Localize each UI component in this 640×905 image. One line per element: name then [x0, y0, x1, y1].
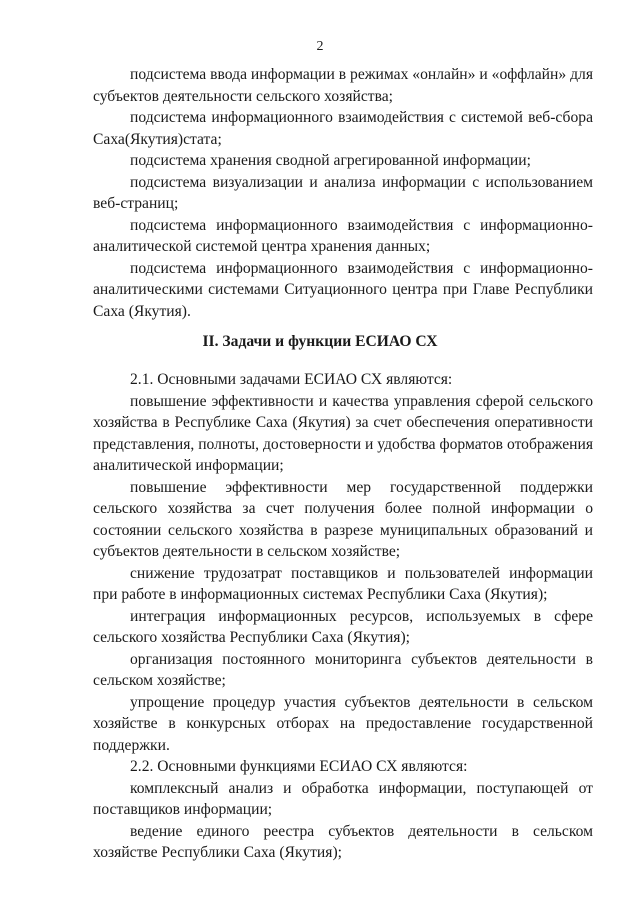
list-item: подсистема информационного взаимодействия с информационно-аналитической системой центра хранения данных; [93, 216, 593, 255]
list-item: снижение трудозатрат поставщиков и пользователей информации при работе в информационных системах Республики Саха (Якутия); [93, 564, 593, 603]
section-heading: II. Задачи и функции ЕСИАО СХ [202, 333, 438, 350]
paragraph: 2.1. Основными задачами ЕСИАО СХ являются: [130, 371, 453, 388]
page-number: 2 [316, 39, 324, 54]
list-item: организация постоянного мониторинга субъектов деятельности в сельском хозяйстве; [93, 650, 593, 689]
list-item: подсистема ввода информации в режимах «онлайн» и «оффлайн» для субъектов деятельности сельского хозяйства; [93, 66, 593, 105]
list-item: комплексный анализ и обработка информации, поступающей от поставщиков информации; [93, 779, 593, 818]
list-item: интеграция информационных ресурсов, используемых в сфере сельского хозяйства Республики Саха (Якутия); [93, 607, 593, 646]
list-item: подсистема информационного взаимодействия с системой веб-сбора Саха(Якутия)стата; [93, 109, 593, 148]
section-body [93, 369, 593, 864]
list-item: подсистема информационного взаимодействия с информационно-аналитическими системами Ситуационного центра при Главе Республики Саха (Якутия). [93, 259, 593, 320]
list-item: подсистема визуализации и анализа информации с использованием веб-страниц; [93, 173, 593, 212]
subsystems-list [93, 64, 593, 322]
list-item: повышение эффективности и качества управления сферой сельского хозяйства в Республике Саха (Якутия) за счет обеспечения оперативности представления, полноты, достоверности и удобства форматов отображения аналитической информации; [93, 392, 593, 474]
list-item: подсистема хранения сводной агрегированной информации; [130, 152, 531, 169]
paragraph: 2.2. Основными функциями ЕСИАО СХ являются: [130, 758, 468, 775]
list-item: ведение единого реестра субъектов деятельности в сельском хозяйстве Республики Саха (Якутия); [93, 822, 593, 861]
list-item: повышение эффективности мер государственной поддержки сельского хозяйства за счет получения более полной информации о состоянии сельского хозяйства в разрезе муниципальных образований и субъектов деятельности в сельском хозяйстве; [93, 478, 593, 560]
list-item: упрощение процедур участия субъектов деятельности в сельском хозяйстве в конкурсных отборах на предоставление государственной поддержки. [93, 693, 593, 754]
